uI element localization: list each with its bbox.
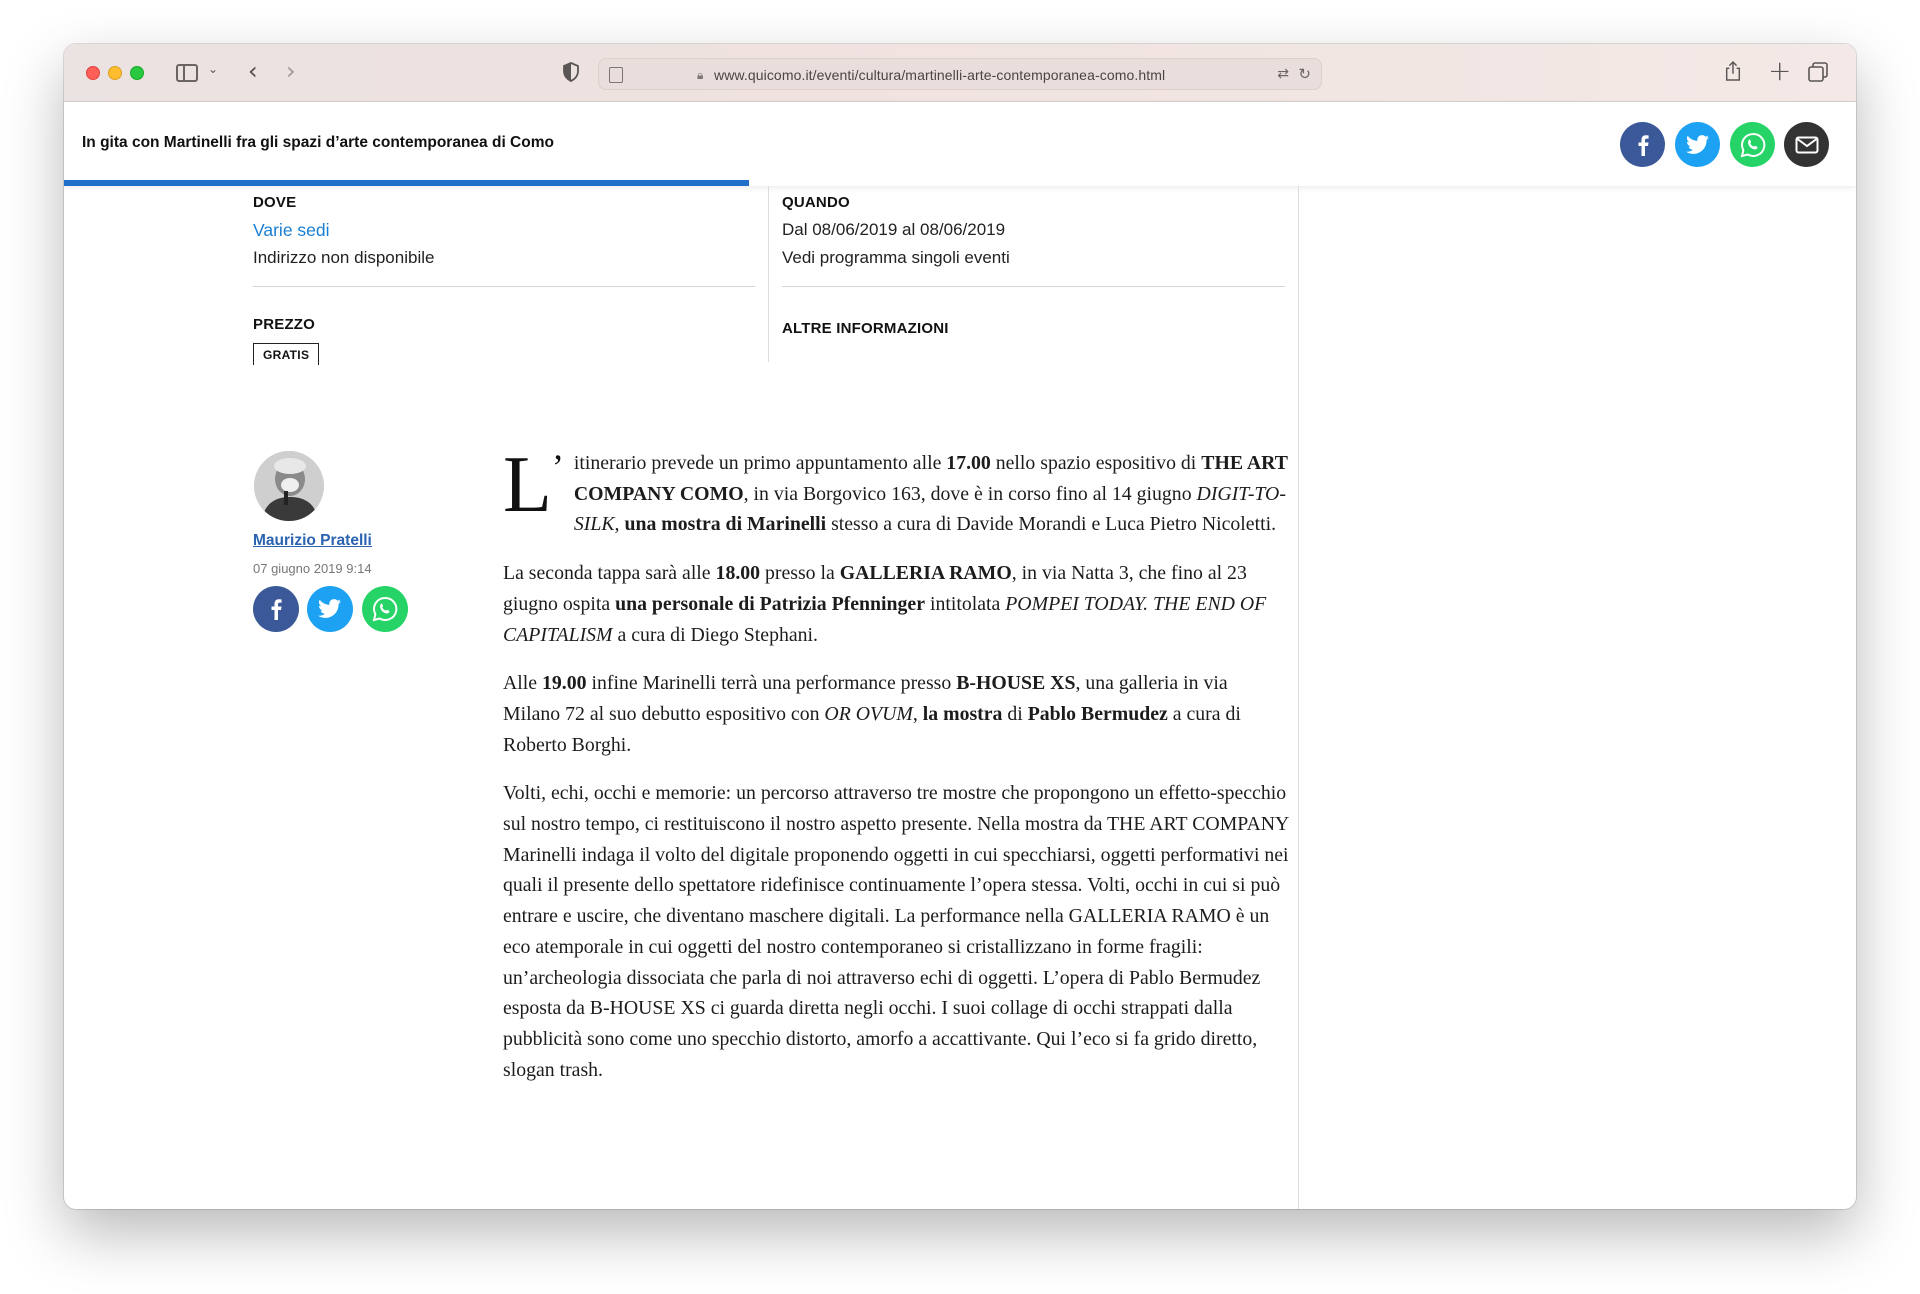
sticky-article-header [64, 102, 1856, 186]
page-content [64, 186, 1856, 1209]
lock-icon: 🔒︎ [697, 68, 704, 82]
facebook-icon [1633, 134, 1653, 156]
translate-icon[interactable]: ⇄ [1277, 66, 1289, 82]
whatsapp-share-button[interactable] [1730, 122, 1775, 167]
sidebar-divider [1298, 186, 1299, 1209]
quando-note: Vedi programma singoli eventi [782, 248, 1010, 267]
twitter-icon [318, 599, 342, 619]
twitter-share-button[interactable] [1675, 122, 1720, 167]
prezzo-label: PREZZO [253, 316, 316, 333]
reload-icon[interactable]: ↻ [1298, 65, 1311, 83]
mail-icon [1795, 136, 1819, 154]
sidebar-icon[interactable] [176, 64, 198, 82]
email-share-button[interactable] [1784, 122, 1829, 167]
author-name-link[interactable]: Maurizio Pratelli [253, 532, 372, 549]
facebook-share-button[interactable] [1620, 122, 1665, 167]
address-bar[interactable] [598, 58, 1322, 90]
whatsapp-icon [372, 596, 398, 622]
chevron-down-icon[interactable]: ⌄ [208, 62, 219, 76]
share-icon[interactable] [1724, 60, 1742, 82]
sticky-article-title: In gita con Martinelli fra gli spazi d’arte contemporanea di Como [82, 134, 554, 151]
maximize-window-button[interactable] [130, 66, 144, 80]
new-tab-icon[interactable]: + [1768, 54, 1792, 87]
quando-dates: Dal 08/06/2019 al 08/06/2019 [782, 220, 1006, 239]
altre-informazioni-label: ALTRE INFORMAZIONI [782, 320, 949, 337]
minimize-window-button[interactable] [108, 66, 122, 80]
back-icon[interactable]: ‹ [248, 57, 258, 85]
dove-label: DOVE [253, 194, 297, 211]
article-body [503, 441, 1289, 1103]
dropcap: L’ [503, 441, 564, 529]
tabs-overview-icon[interactable] [1808, 62, 1828, 82]
forward-icon[interactable]: › [286, 57, 296, 85]
price-badge: GRATIS [253, 343, 319, 365]
article-whatsapp-share-button[interactable] [362, 586, 408, 632]
dove-link[interactable]: Varie sedi [253, 220, 330, 240]
close-window-button[interactable] [86, 66, 100, 80]
facebook-icon [266, 598, 286, 620]
article-twitter-share-button[interactable] [307, 586, 353, 632]
shield-icon[interactable] [562, 62, 580, 82]
author-photo [254, 451, 324, 521]
article-facebook-share-button[interactable] [253, 586, 299, 632]
info-divider-right [782, 286, 1285, 287]
reader-icon[interactable] [609, 67, 623, 83]
dove-address: Indirizzo non disponibile [253, 248, 435, 267]
article-paragraph-2: La seconda tappa sarà alle 18.00 presso la GALLERIA RAMO, in via Natta 3, che fino al 23 giugno ospita una personale di Patrizia Pfenninger intitolata POMPEI TODAY. THE END OF CAPITALISM a cura di Diego Stephani. [503, 562, 1267, 646]
article-paragraph-4: Volti, echi, occhi e memorie: un percorso attraverso tre mostre che propongono un effetto-specchio sul nostro tempo, ci restituiscono il nostro aspetto presente. Nella mostra da THE ART COMPANY Marinelli indaga il volto del digitale proponendo oggetti in cui specchiarsi, oggetti performativi nei quali il presente dello spettatore ridefinisce continuamente l’opera stessa. Volti, occhi in cui si può entrare e uscire, che diventano maschere digitali. La performance nella GALLERIA RAMO è un eco atemporale in cui oggetti del nostro contemporaneo si cristallizzano in forme fragili: un’archeologia dissociata che parla di noi attraverso echi di oggetti. L’opera di Pablo Bermudez esposta da B-HOUSE XS ci guarda diretta negli occhi. I suoi collage di occhi strappati dalla pubblicità sono come uno specchio distorto, amorfo a accattivante. Qui l’eco si fa grido diretto, slogan trash. [503, 782, 1289, 1081]
title-bar [64, 44, 1856, 102]
browser-window [64, 44, 1856, 1209]
author-avatar[interactable] [254, 451, 324, 521]
info-column-divider [768, 186, 769, 362]
article-paragraph-1: L’ itinerario prevede un primo appuntamento alle 17.00 nello spazio espositivo di THE ART COMPANY COMO, in via Borgovico 163, dove è in corso fino al 14 giugno DIGIT-TO-SILK, una mostra di Marinelli stesso a cura di Davide Morandi e Luca Pietro Nicoletti. [503, 441, 1288, 536]
url-text[interactable]: www.quicomo.it/eventi/cultura/martinelli-arte-contemporanea-como.html [714, 67, 1166, 83]
publish-date: 07 giugno 2019 9:14 [253, 561, 372, 576]
article-paragraph-3: Alle 19.00 infine Marinelli terrà una performance presso B-HOUSE XS, una galleria in via Milano 72 al suo debutto espositivo con OR OVUM, la mostra di Pablo Bermudez a cura di Roberto Borghi. [503, 672, 1241, 756]
info-divider-left [253, 286, 755, 287]
whatsapp-icon [1740, 132, 1766, 158]
twitter-icon [1686, 135, 1710, 155]
quando-label: QUANDO [782, 194, 850, 211]
